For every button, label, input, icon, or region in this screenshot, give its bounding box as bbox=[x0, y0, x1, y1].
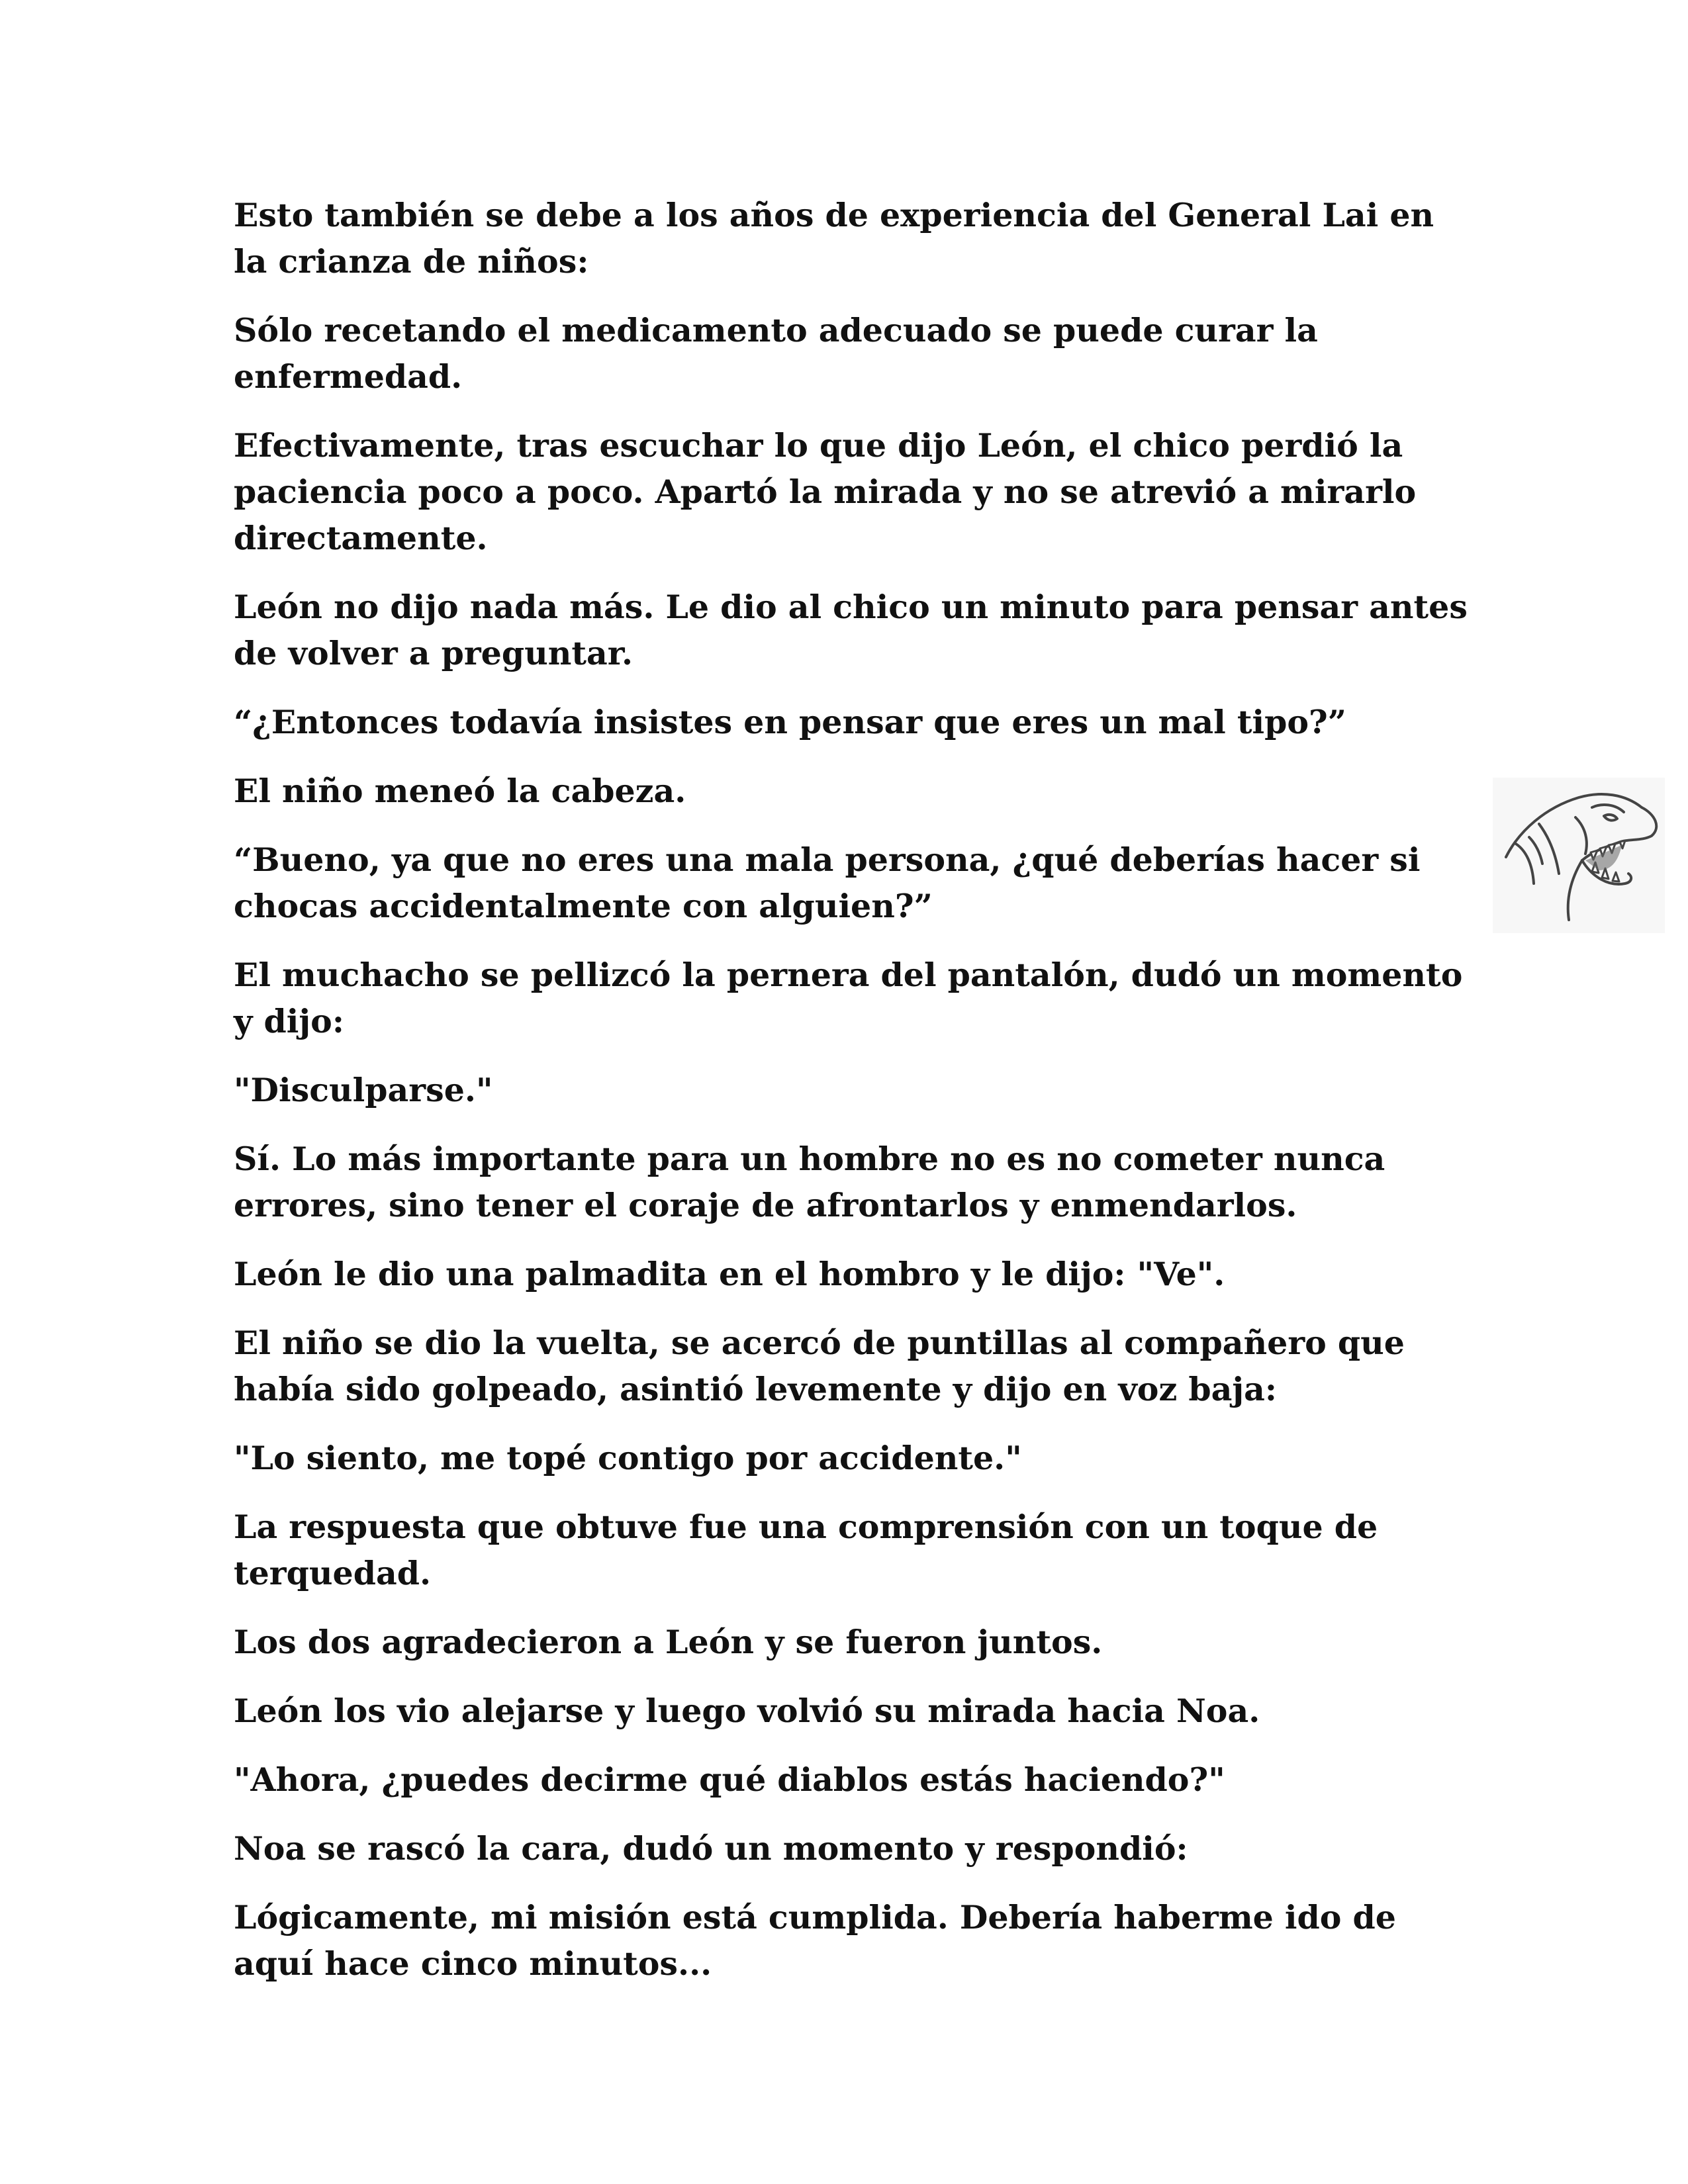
paragraph: Lógicamente, mi misión está cumplida. Debería haberme ido de aquí hace cinco minutos... bbox=[234, 1898, 1396, 1983]
paragraph: "Ahora, ¿puedes decirme qué diablos estás haciendo?" bbox=[234, 1760, 1225, 1799]
paragraph: El muchacho se pellizcó la pernera del pantalón, dudó un momento y dijo: bbox=[234, 956, 1463, 1040]
paragraph: "Lo siento, me topé contigo por accidente." bbox=[234, 1439, 1022, 1477]
paragraph: Sólo recetando el medicamento adecuado se puede curar la enfermedad. bbox=[234, 311, 1318, 396]
paragraph: Esto también se debe a los años de experiencia del General Lai en la crianza de niños: bbox=[234, 196, 1434, 281]
paragraph: Los dos agradecieron a León y se fueron juntos. bbox=[234, 1623, 1103, 1661]
paragraph: León le dio una palmadita en el hombro y le dijo: "Ve". bbox=[234, 1255, 1225, 1293]
paragraph: La respuesta que obtuve fue una comprensión con un toque de terquedad. bbox=[234, 1508, 1378, 1592]
story-text bbox=[234, 192, 1478, 2009]
paragraph: León no dijo nada más. Le dio al chico un minuto para pensar antes de volver a preguntar. bbox=[234, 588, 1468, 672]
paragraph: “Bueno, ya que no eres una mala persona, ¿qué deberías hacer si chocas accidentalmente con alguien?” bbox=[234, 841, 1421, 925]
paragraph: Efectivamente, tras escuchar lo que dijo León, el chico perdió la paciencia poco a poco. Apartó la mirada y no se atrevió a mirarlo directamente. bbox=[234, 426, 1417, 557]
dinosaur-head-sketch-icon bbox=[1493, 778, 1665, 933]
paragraph: León los vio alejarse y luego volvió su mirada hacia Noa. bbox=[234, 1692, 1260, 1730]
paragraph: Noa se rascó la cara, dudó un momento y respondió: bbox=[234, 1829, 1188, 1868]
paragraph: “¿Entonces todavía insistes en pensar que eres un mal tipo?” bbox=[234, 703, 1346, 741]
paragraph: El niño meneó la cabeza. bbox=[234, 772, 686, 810]
paragraph: El niño se dio la vuelta, se acercó de puntillas al compañero que había sido golpeado, asintió levemente y dijo en voz baja: bbox=[234, 1324, 1405, 1408]
paragraph: Sí. Lo más importante para un hombre no es no cometer nunca errores, sino tener el coraje de afrontarlos y enmendarlos. bbox=[234, 1140, 1385, 1224]
paragraph: "Disculparse." bbox=[234, 1071, 493, 1109]
